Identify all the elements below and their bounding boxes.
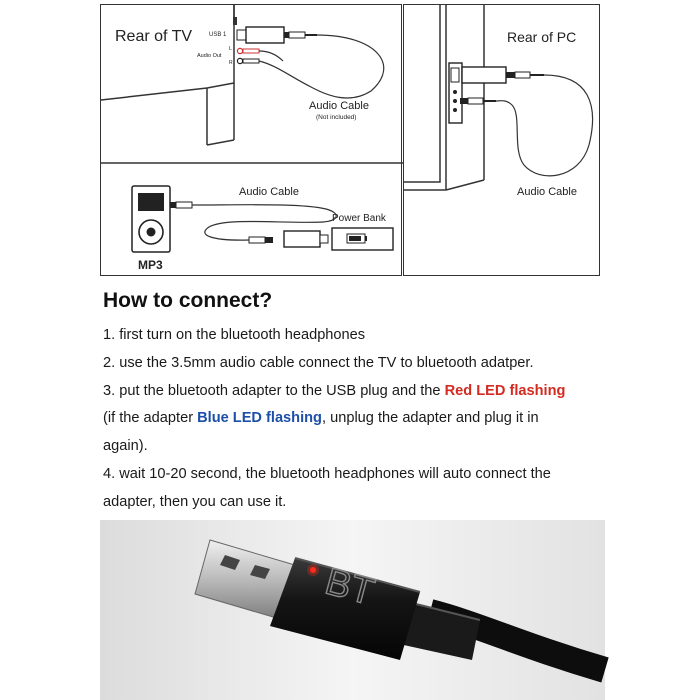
step-2 xyxy=(103,355,534,371)
tv-cable-label: Audio Cable xyxy=(309,100,369,112)
step-3-line-1 xyxy=(103,383,565,399)
step-3-line-2 xyxy=(103,410,539,426)
step-3-line-3 xyxy=(103,438,148,454)
mp3-cable-label: Audio Cable xyxy=(239,186,299,198)
how-to-connect-title: How to connect? xyxy=(103,289,273,312)
right-channel-label: R xyxy=(229,60,233,66)
step-3-note-start: (if the adapter xyxy=(103,410,198,426)
pc-connection-diagram xyxy=(403,4,600,276)
tv-diagram-drawing xyxy=(101,5,403,277)
pc-bluetooth-adapter xyxy=(462,67,506,83)
pc-usb-port xyxy=(451,68,459,82)
pc-audio-jack-plug xyxy=(515,72,530,78)
step-3-note-end: , unplug the adapter and plug it in xyxy=(321,410,539,426)
step-1-text: 1. first turn on the bluetooth headphones xyxy=(103,327,366,343)
bt-marking: BT xyxy=(320,560,379,614)
step-1 xyxy=(103,327,365,343)
rca-right-jack xyxy=(237,58,242,63)
mp3-audio-jack xyxy=(176,202,192,208)
tv-cable-note: (Not included) xyxy=(316,114,357,121)
tv-audio-cable xyxy=(259,35,384,98)
adapter-product-photo xyxy=(100,520,605,700)
pc-line-jack xyxy=(468,98,483,104)
blue-led-highlight: Blue LED flashing xyxy=(197,410,322,426)
mp3-screen xyxy=(138,193,164,211)
pc-tower-outline xyxy=(404,5,440,182)
rca-left-jack xyxy=(237,48,242,53)
step-3-text: 3. put the bluetooth adapter to the USB plug and the xyxy=(103,383,445,399)
step-4-text-cont: adapter, then you can use it. xyxy=(103,494,287,510)
pc-audio-cable xyxy=(496,75,593,176)
pc-cable-label: Audio Cable xyxy=(517,186,577,198)
tv-title: Rear of TV xyxy=(115,28,193,45)
step-2-text: 2. use the 3.5mm audio cable connect the TV to bluetooth adatper. xyxy=(103,355,534,371)
usb-port-label: USB 1 xyxy=(209,32,227,38)
mp3-bluetooth-adapter xyxy=(284,231,320,247)
pc-title: Rear of PC xyxy=(507,29,577,45)
step-4-line-1 xyxy=(103,466,551,482)
bluetooth-adapter xyxy=(246,27,284,43)
audio-out-label: Audio Out xyxy=(197,53,222,59)
usb-port xyxy=(237,30,246,40)
audio-jack-plug xyxy=(289,32,305,38)
pc-diagram-drawing xyxy=(404,5,601,277)
step-4-text: 4. wait 10-20 second, the bluetooth headphones will auto connect the xyxy=(103,466,551,482)
red-led-highlight: Red LED flashing xyxy=(444,383,566,399)
power-bank-label: Power Bank xyxy=(332,213,386,224)
step-3-note-tail: again). xyxy=(103,438,148,454)
mp3-label: MP3 xyxy=(138,258,163,272)
adapter-photo-drawing xyxy=(100,520,605,700)
step-4-line-2 xyxy=(103,494,286,510)
tv-connection-diagram xyxy=(100,4,402,276)
left-channel-label: L xyxy=(229,46,232,52)
